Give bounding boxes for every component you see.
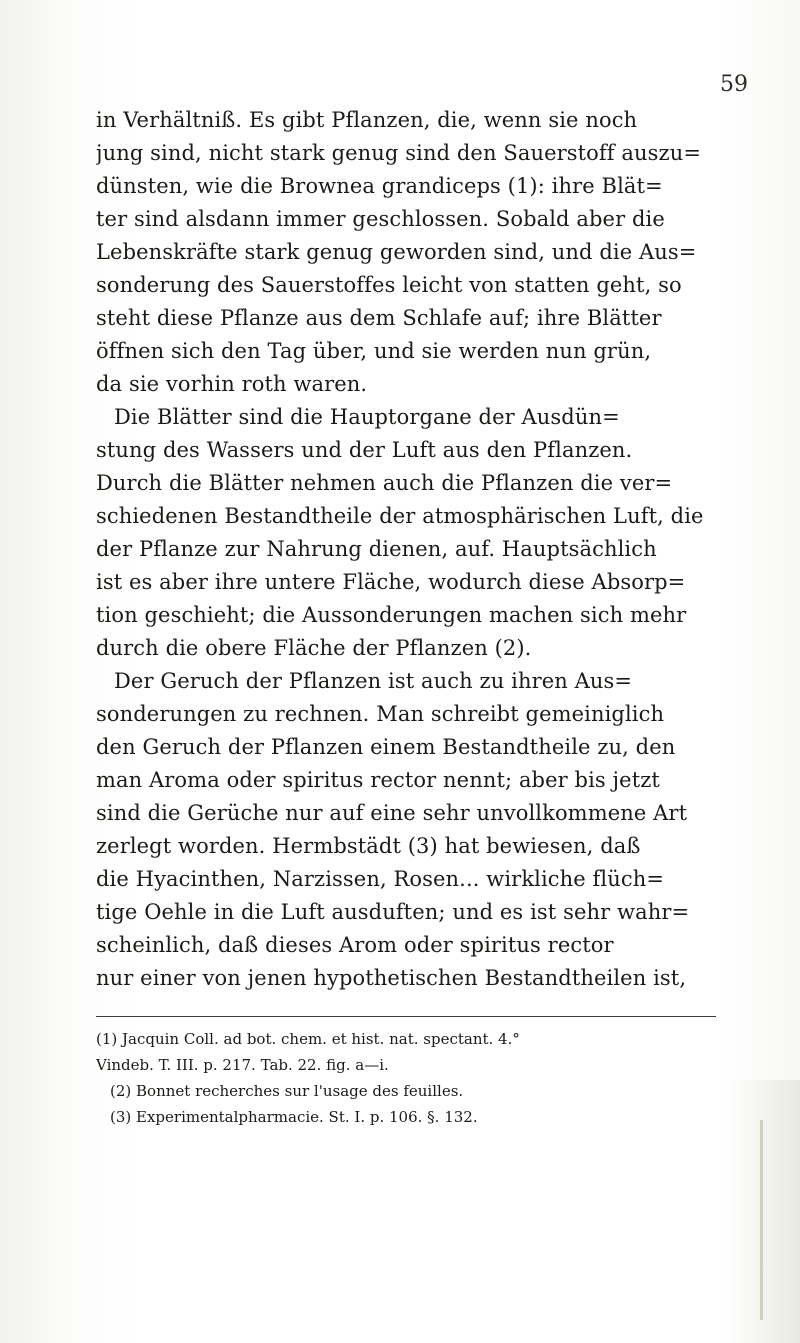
text-line: jung sind, nicht stark genug sind den Sauerstoff auszu= bbox=[96, 141, 702, 165]
text-line: in Verhältniß. Es gibt Pflanzen, die, wenn sie noch bbox=[96, 108, 638, 132]
text-line: zerlegt worden. Hermbstädt (3) hat bewiesen, daß bbox=[96, 834, 641, 858]
footnote: (1) Jacquin Coll. ad bot. chem. et hist. nat. spectant. 4.° bbox=[96, 1030, 520, 1048]
text-line: man Aroma oder spiritus rector nennt; aber bis jetzt bbox=[96, 768, 660, 792]
text-line: ist es aber ihre untere Fläche, wodurch diese Absorp= bbox=[96, 570, 686, 594]
page-edge-mark bbox=[760, 1120, 763, 1320]
text-line: schiedenen Bestandtheile der atmosphärischen Luft, die bbox=[96, 504, 704, 528]
text-line: den Geruch der Pflanzen einem Bestandtheile zu, den bbox=[96, 735, 676, 759]
text-line: Lebenskräfte stark genug geworden sind, und die Aus= bbox=[96, 240, 697, 264]
footnote-divider bbox=[96, 1016, 716, 1017]
text-line: Durch die Blätter nehmen auch die Pflanzen die ver= bbox=[96, 471, 673, 495]
text-line: die Hyacinthen, Narzissen, Rosen... wirkliche flüch= bbox=[96, 867, 665, 891]
text-line: tige Oehle in die Luft ausduften; und es ist sehr wahr= bbox=[96, 900, 690, 924]
footnote: (3) Experimentalpharmacie. St. I. p. 106. §. 132. bbox=[110, 1108, 478, 1126]
footnote: (2) Bonnet recherches sur l'usage des feuilles. bbox=[110, 1082, 464, 1100]
text-line: scheinlich, daß dieses Arom oder spiritus rector bbox=[96, 933, 614, 957]
text-line: tion geschieht; die Aussonderungen machen sich mehr bbox=[96, 603, 687, 627]
footnotes bbox=[96, 1026, 716, 1130]
text-line: sonderung des Sauerstoffes leicht von statten geht, so bbox=[96, 273, 682, 297]
text-line: sind die Gerüche nur auf eine sehr unvollkommene Art bbox=[96, 801, 688, 825]
text-line: Die Blätter sind die Hauptorgane der Ausdün= bbox=[114, 405, 620, 429]
text-line: da sie vorhin roth waren. bbox=[96, 372, 368, 396]
text-line: Der Geruch der Pflanzen ist auch zu ihren Aus= bbox=[114, 669, 633, 693]
text-line: der Pflanze zur Nahrung dienen, auf. Hauptsächlich bbox=[96, 537, 657, 561]
text-line: steht diese Pflanze aus dem Schlafe auf; ihre Blätter bbox=[96, 306, 662, 330]
text-line: nur einer von jenen hypothetischen Bestandtheilen ist, bbox=[96, 966, 687, 990]
footnote-continuation: Vindeb. T. III. p. 217. Tab. 22. fig. a—i. bbox=[96, 1056, 389, 1074]
text-line: öffnen sich den Tag über, und sie werden nun grün, bbox=[96, 339, 652, 363]
page-edge-shadow bbox=[730, 1080, 800, 1343]
text-line: ter sind alsdann immer geschlossen. Sobald aber die bbox=[96, 207, 665, 231]
text-line: dünsten, wie die Brownea grandiceps (1): ihre Blät= bbox=[96, 174, 663, 198]
page-number: 59 bbox=[720, 72, 748, 97]
body-text bbox=[96, 104, 716, 995]
text-line: stung des Wassers und der Luft aus den Pflanzen. bbox=[96, 438, 633, 462]
text-line: durch die obere Fläche der Pflanzen (2). bbox=[96, 636, 532, 660]
text-line: sonderungen zu rechnen. Man schreibt gemeiniglich bbox=[96, 702, 665, 726]
